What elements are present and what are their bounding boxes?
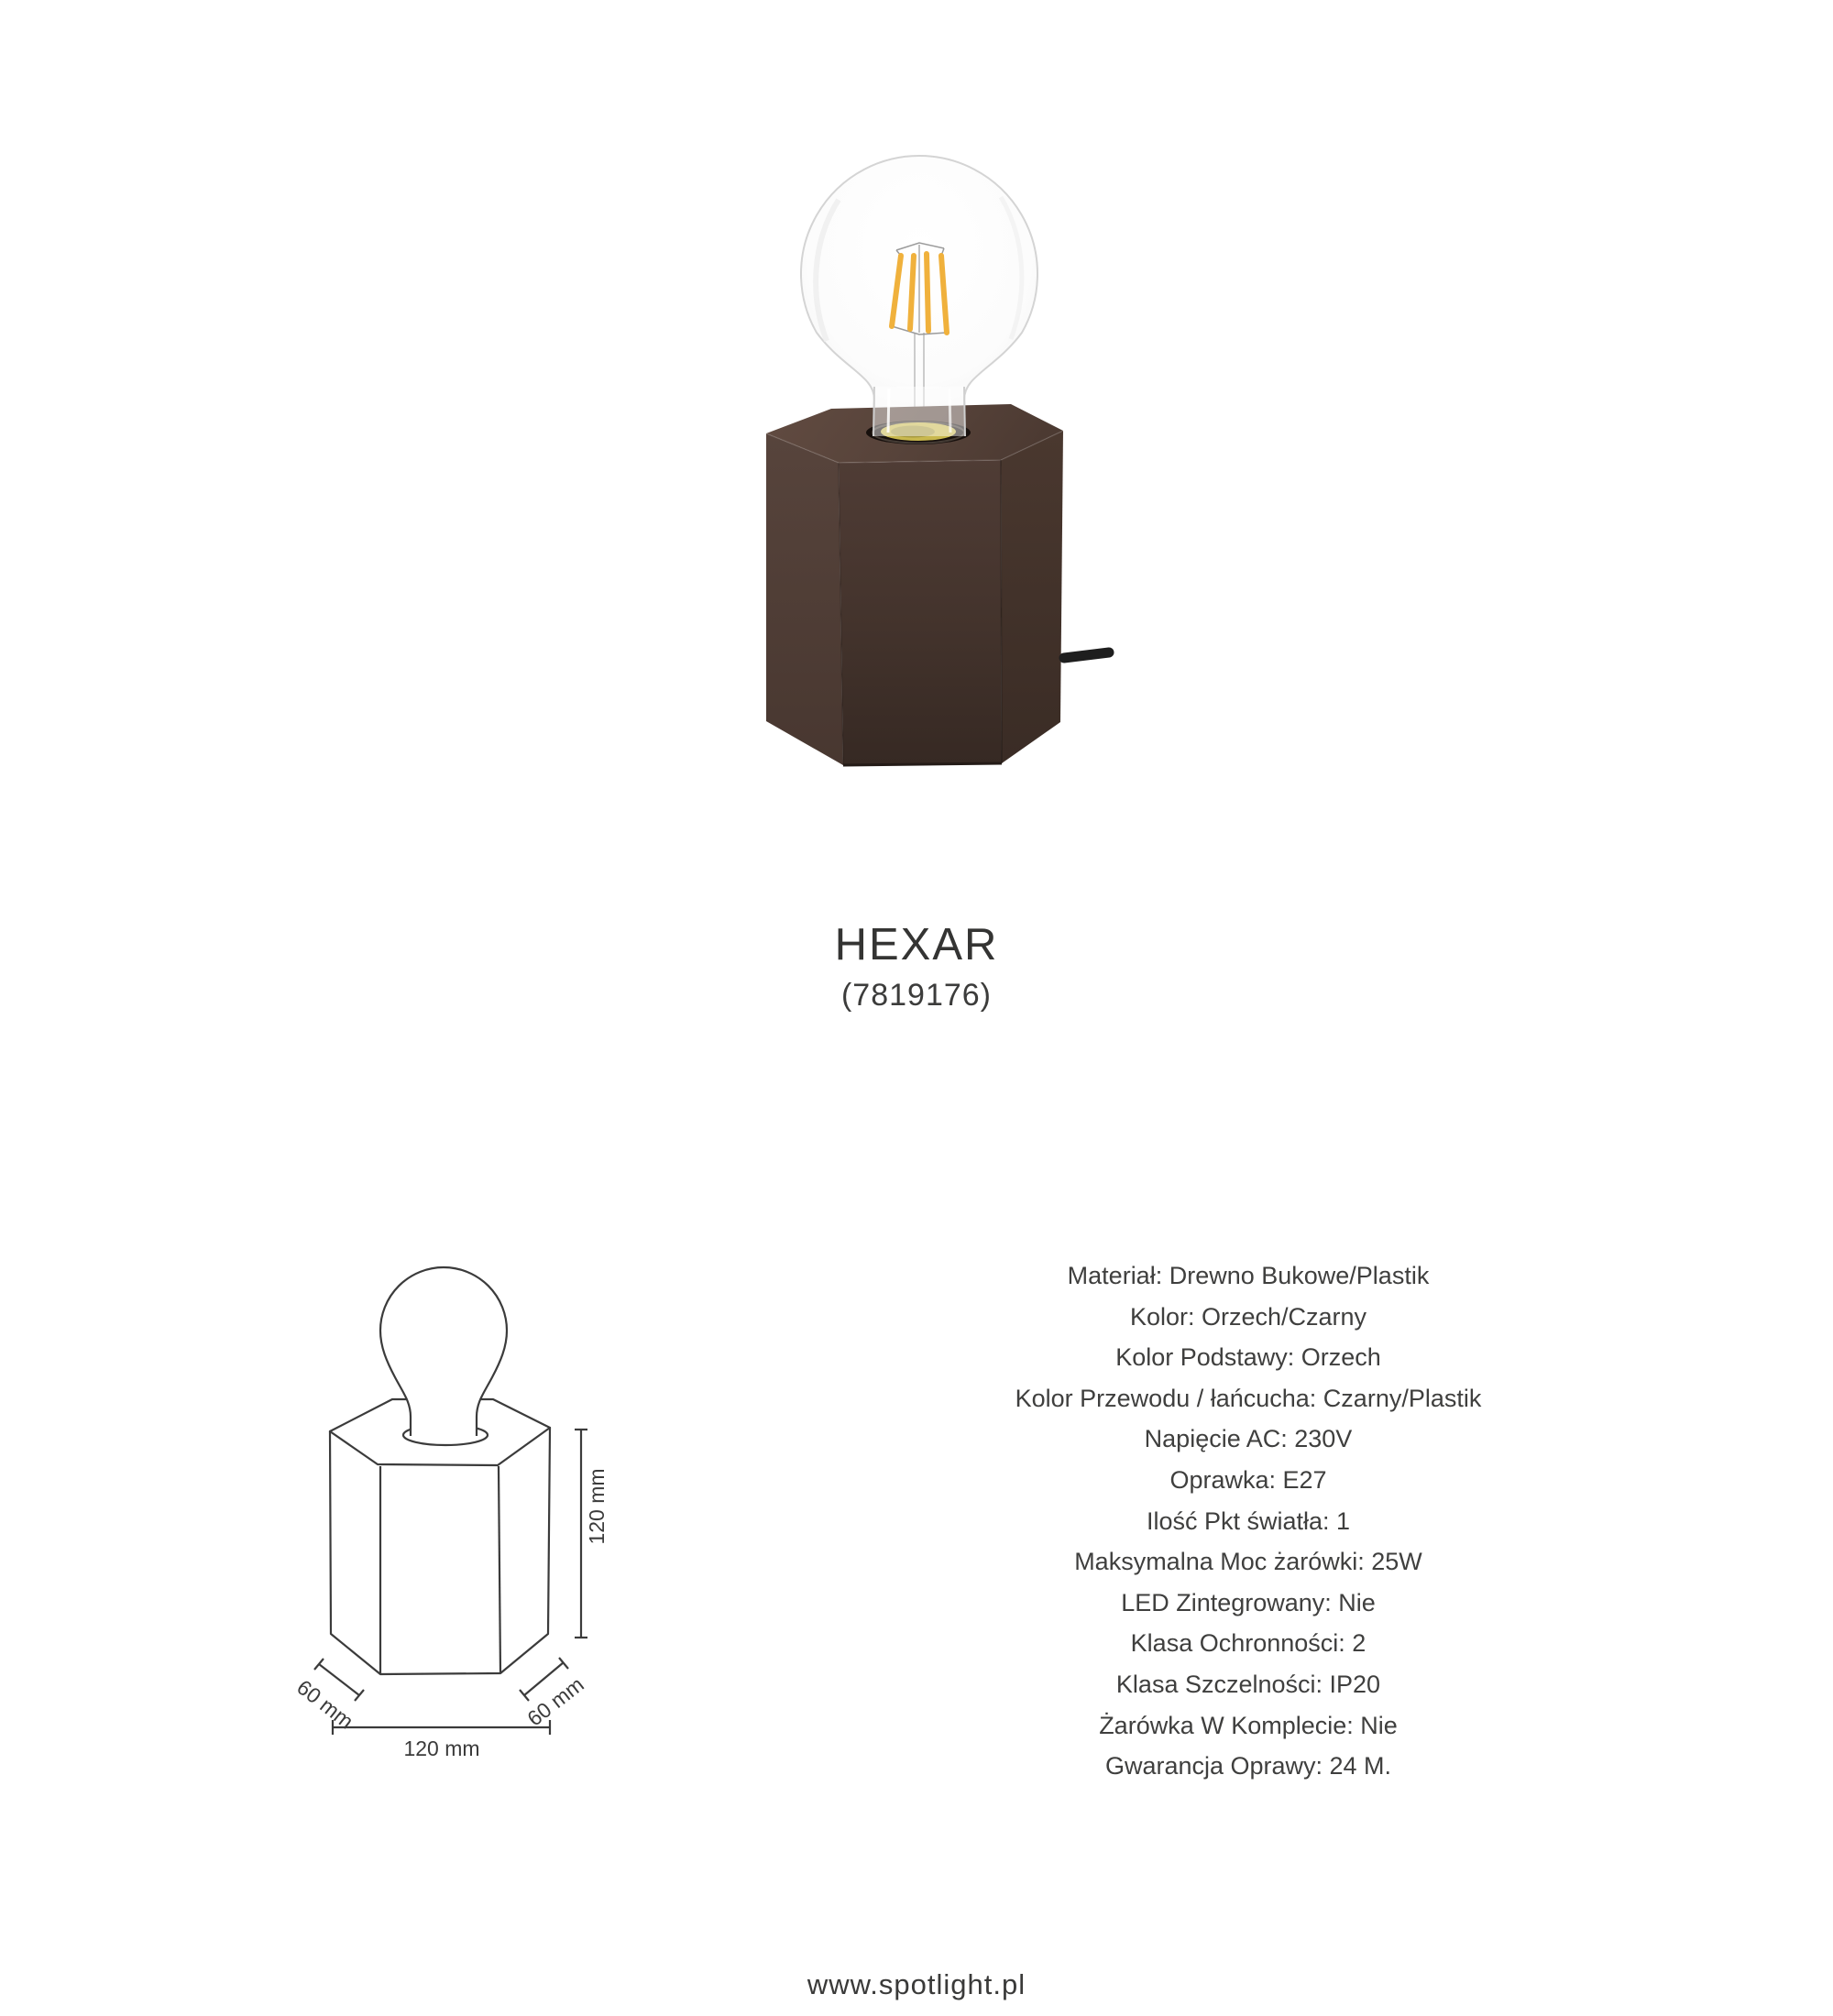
dim-depth-right-label: 60 mm: [522, 1671, 588, 1731]
dim-height-label: 120 mm: [585, 1468, 609, 1545]
product-name: HEXAR: [834, 920, 999, 970]
spec-line: Maksymalna Moc żarówki: 25W: [1074, 1548, 1422, 1576]
spec-line: Ilość Pkt światła: 1: [1146, 1507, 1351, 1535]
dimension-drawing-svg: [275, 1246, 660, 1778]
spec-line: Kolor Podstawy: Orzech: [1115, 1343, 1381, 1372]
spec-line: Gwarancja Oprawy: 24 M.: [1104, 1752, 1392, 1780]
spec-line: LED Zintegrowany: Nie: [1121, 1588, 1376, 1616]
bulb-neck: [873, 387, 965, 436]
title-block: [0, 921, 1833, 1013]
product-photo: [752, 128, 1118, 779]
footer: [0, 1968, 1833, 2001]
power-cable: [1064, 652, 1109, 658]
spec-list: [927, 1255, 1569, 1787]
spec-line: Oprawka: E27: [1169, 1465, 1327, 1494]
spec-line: Kolor Przewodu / łańcucha: Czarny/Plastik: [1015, 1384, 1482, 1412]
spec-line: Materiał: Drewno Bukowe/Plastik: [1067, 1262, 1430, 1289]
dim-depth-left-label: 60 mm: [292, 1674, 358, 1734]
spec-line: Kolor: Orzech/Czarny: [1129, 1302, 1367, 1331]
dim-width: [333, 1720, 550, 1735]
spec-line: Napięcie AC: 230V: [1144, 1425, 1353, 1453]
website-url: www.spotlight.pl: [807, 1968, 1026, 2000]
product-photo-svg: [752, 128, 1118, 779]
wood-base: [766, 404, 1063, 765]
spec-line: Żarówka W Komplecie: Nie: [1099, 1711, 1398, 1739]
dim-width-label: 120 mm: [403, 1737, 480, 1760]
product-code: (7819176): [840, 977, 992, 1013]
spec-line: Klasa Ochronności: 2: [1130, 1629, 1367, 1658]
spec-line: Klasa Szczelności: IP20: [1115, 1670, 1381, 1698]
dimension-drawing: [275, 1246, 660, 1778]
